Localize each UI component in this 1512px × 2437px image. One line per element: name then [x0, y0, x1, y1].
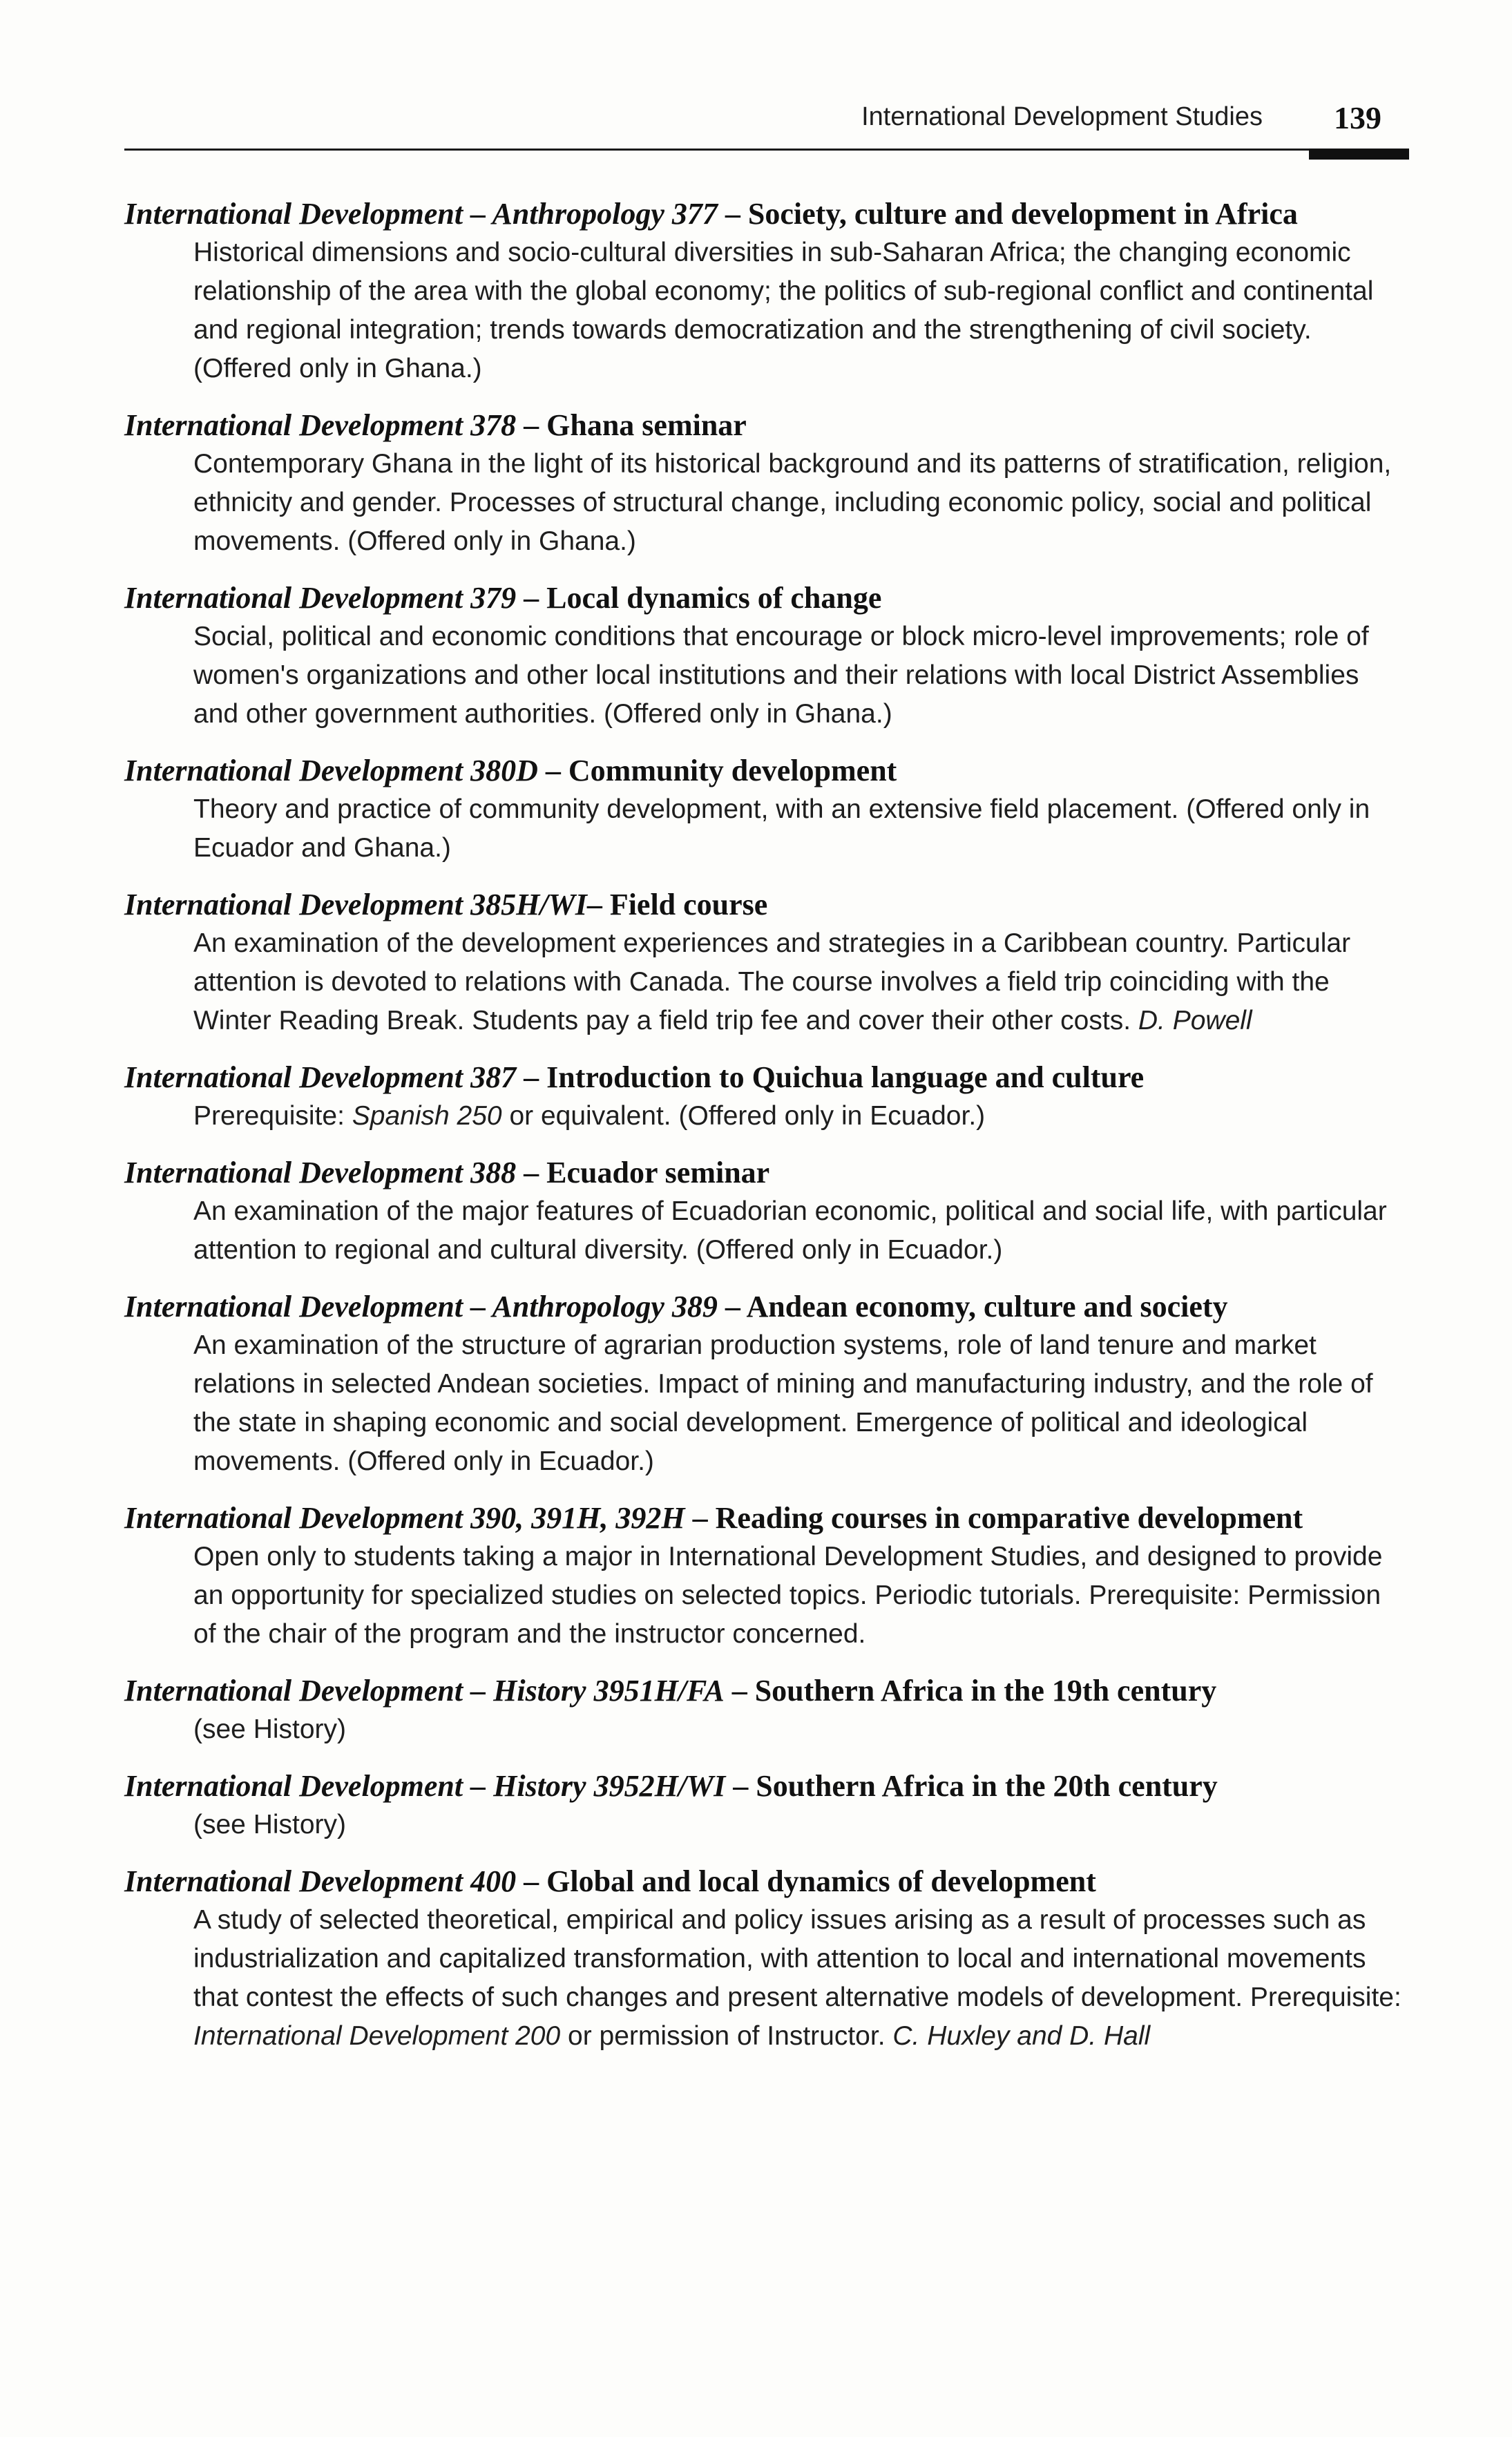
course-title: Global and local dynamics of development	[546, 1864, 1096, 1898]
course-description: Theory and practice of community development, with an extensive field placement. (Offered only in Ecuador and Ghana.)	[193, 794, 1370, 863]
course-entry-3952h	[124, 1767, 1409, 1844]
course-title: Reading courses in comparative development	[715, 1501, 1303, 1535]
course-description: Social, political and economic conditions that encourage or block micro-level improvements; role of women's organizations and other local institutions and their relations with local District Assemblies and other government authorities. (Offered only in Ghana.)	[193, 622, 1369, 729]
course-title: Ghana seminar	[546, 408, 747, 442]
course-code: International Development 387	[124, 1060, 517, 1094]
course-code: International Development 388	[124, 1156, 517, 1189]
description-text: A study of selected theoretical, empirical and policy issues arising as a result of processes such as industrialization and capitalized transformation, with attention to local and international movements that contest the effects of such changes and present alternative models of development. Prerequisite:	[193, 1905, 1401, 2012]
heading-dash: –	[516, 408, 547, 442]
course-code: International Development – History 3952H/WI	[124, 1769, 726, 1803]
course-heading	[124, 406, 1409, 445]
heading-dash: –	[725, 1769, 756, 1803]
instructor-name: D. Powell	[1138, 1006, 1252, 1035]
course-code: International Development – Anthropology 389	[124, 1290, 718, 1323]
course-description: An examination of the major features of Ecuadorian economic, political and social life, with particular attention to regional and cultural diversity. (Offered only in Ecuador.)	[193, 1196, 1387, 1265]
course-entry-385h	[124, 886, 1409, 1040]
course-heading	[124, 1672, 1409, 1710]
course-list	[124, 195, 1409, 2074]
course-entry-3951h	[124, 1672, 1409, 1749]
prerequisite-course: Spanish 250	[352, 1101, 502, 1131]
running-title: International Development Studies	[861, 102, 1263, 131]
heading-dash: –	[717, 197, 748, 231]
course-code: International Development 379	[124, 581, 517, 615]
heading-dash: –	[516, 1156, 547, 1189]
course-title: Society, culture and development in Africa	[747, 197, 1298, 231]
course-code: International Development 378	[124, 408, 517, 442]
course-title: Introduction to Quichua language and culture	[546, 1060, 1145, 1094]
course-description: (see History)	[193, 1810, 347, 1839]
course-code: International Development 400	[124, 1864, 517, 1898]
course-title: Southern Africa in the 20th century	[756, 1769, 1218, 1803]
course-heading	[124, 195, 1409, 233]
course-title: Community development	[568, 754, 897, 787]
course-heading	[124, 752, 1409, 790]
course-code: International Development – History 3951H/FA	[124, 1674, 725, 1708]
course-title: Local dynamics of change	[546, 581, 882, 615]
course-description: (see History)	[193, 1714, 347, 1744]
course-description: Contemporary Ghana in the light of its historical background and its patterns of stratification, religion, ethnicity and gender. Processes of structural change, including economic policy, social and political movements. (Offered only in Ghana.)	[193, 449, 1392, 556]
course-entry-379	[124, 579, 1409, 734]
course-code: International Development 390, 391H, 392H	[124, 1501, 685, 1535]
course-entry-377	[124, 195, 1409, 388]
course-heading	[124, 1767, 1409, 1806]
course-heading	[124, 886, 1409, 924]
course-code: International Development 380D	[124, 754, 538, 787]
course-code: International Development – Anthropology 377	[124, 197, 718, 231]
course-heading	[124, 1288, 1409, 1326]
course-heading	[124, 579, 1409, 618]
heading-dash: –	[724, 1674, 755, 1708]
prerequisite-label: Prerequisite:	[193, 1101, 345, 1131]
description-text: An examination of the development experiences and strategies in a Caribbean country. Particular attention is devoted to relations with Canada. The course involves a field trip coinciding with the Winter Reading Break. Students pay a field trip fee and cover their other costs.	[193, 928, 1351, 1035]
course-entry-387	[124, 1058, 1409, 1136]
course-title: Southern Africa in the 19th century	[754, 1674, 1217, 1708]
heading-dash: –	[516, 581, 547, 615]
heading-dash: –	[537, 754, 568, 787]
header-rule	[124, 149, 1409, 151]
heading-dash: –	[516, 1864, 547, 1898]
course-entry-388	[124, 1154, 1409, 1270]
course-description	[193, 924, 1409, 1040]
heading-dash: –	[685, 1501, 716, 1535]
course-entry-390	[124, 1499, 1409, 1654]
header-rule-tab	[1309, 149, 1409, 160]
instructor-name: C. Huxley and D. Hall	[892, 2021, 1151, 2051]
course-entry-378	[124, 406, 1409, 561]
prerequisite-course: International Development 200	[193, 2021, 561, 2051]
description-text: or equivalent. (Offered only in Ecuador.)	[509, 1101, 986, 1131]
course-heading	[124, 1499, 1409, 1538]
course-description: Open only to students taking a major in International Development Studies, and designed to provide an opportunity for specialized studies on selected topics. Periodic tutorials. Prerequisite: Permission of the chair of the program and the instructor concerned.	[193, 1542, 1383, 1649]
course-entry-400	[124, 1862, 1409, 2056]
course-heading	[124, 1154, 1409, 1192]
course-heading	[124, 1058, 1409, 1097]
description-text-continued: or permission of Instructor.	[568, 2021, 886, 2051]
running-header	[124, 97, 1409, 152]
course-entry-380d	[124, 752, 1409, 868]
course-title: Ecuador seminar	[546, 1156, 770, 1189]
course-code: International Development 385H/WI	[124, 888, 587, 921]
course-description: An examination of the structure of agrarian production systems, role of land tenure and market relations in selected Andean societies. Impact of mining and manufacturing industry, and the role of the state in shaping economic and social development. Emergence of political and ideological movements. (Offered only in Ecuador.)	[193, 1330, 1373, 1476]
course-description	[193, 1901, 1409, 2056]
heading-dash: –	[516, 1060, 547, 1094]
course-description: Historical dimensions and socio-cultural diversities in sub-Saharan Africa; the changing economic relationship of the area with the global economy; the politics of sub-regional conflict and continental and regional integration; trends towards democratization and the strengthening of civil society. (Offered only in Ghana.)	[193, 238, 1374, 383]
course-heading	[124, 1862, 1409, 1901]
course-description	[193, 1097, 1409, 1136]
heading-dash: –	[717, 1290, 747, 1323]
course-title: Field course	[609, 888, 768, 921]
course-entry-389	[124, 1288, 1409, 1481]
course-title: Andean economy, culture and society	[746, 1290, 1228, 1323]
heading-dash: –	[586, 888, 610, 921]
page-number: 139	[1334, 100, 1381, 135]
